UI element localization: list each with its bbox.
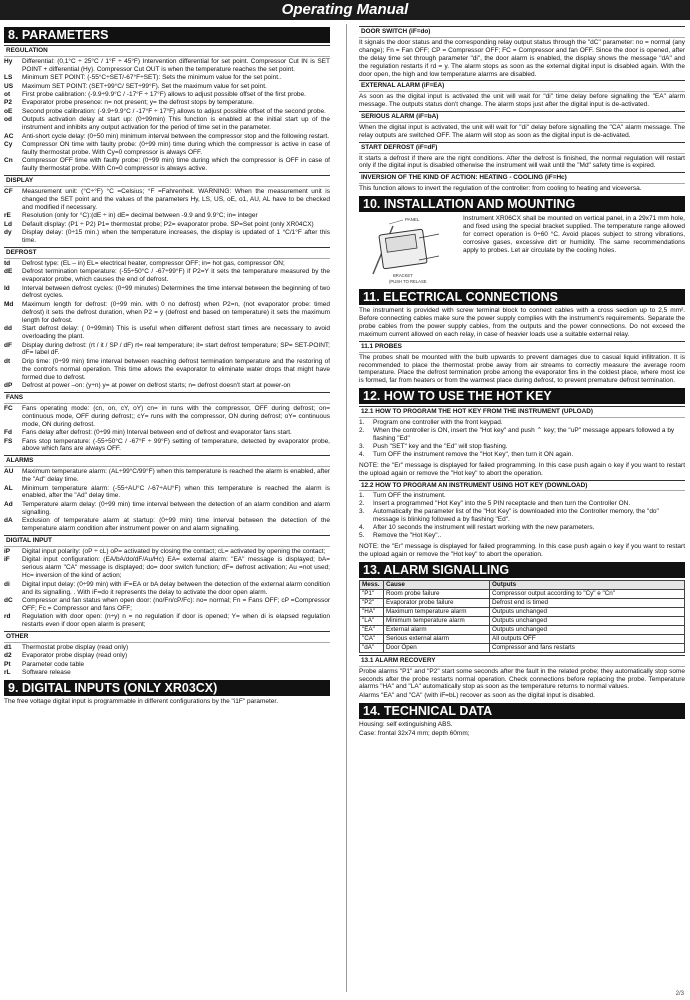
door-switch-text: It signals the door status and the corresponding relay output status through the "dC" parameter: no = normal (any change); Fn = Fan OFF; CP = Compressor OFF; FC = Compressor and fan OFF. Since the door is opened, after the delay time set through parameter "di", the door alarm is enabled, the display shows the message "dA" and the regulation restarts if rd = y. The alarm stops as soon as the external digital input is disabled again. With the door open, the high and low temperature alarms are disabled.: [359, 38, 685, 78]
alarms-list: [4, 468, 330, 533]
parameter-description: Drip time: (0÷99 min) time interval between reaching defrost termination temperature and the restoring of the control's normal operation. This time allows the evaporator to eliminate water drops that might have formed due to defrost.: [22, 357, 330, 381]
table-cell: "EA": [360, 625, 384, 634]
display-list: [4, 188, 330, 245]
parameter-description: Software release: [22, 669, 71, 677]
step-number: 4.: [359, 450, 365, 458]
parameter-description: Default display: (P1 ÷ P2) P1= thermostat probe; P2= evaporator probe. SP=Set point (only XR04CX): [22, 220, 314, 228]
parameter-row: [4, 517, 330, 533]
parameter-description: Defrost type: (EL – in) EL= electrical heater, compressor OFF; in= hot gas, compressor ON;: [22, 259, 285, 267]
parameter-row: [4, 285, 330, 301]
parameter-description: Digital input configuration: (EA/bA/do/dF/Au/Hc) EA= external alarm: "EA" message is displayed; bA= serious alarm "CA" message is displayed; do= door switch function; dF= defrost activation; Au =not used; Hc= inversion of the kind of action;: [22, 556, 330, 580]
parameter-row: [4, 669, 330, 677]
parameter-description: Compressor and fan status when open door: (no/Fn/cP/Fc): no= normal; Fn = Fans OFF; cP =Compressor OFF; Fc = Compressor and fans OFF;: [22, 596, 330, 612]
parameter-description: Minimum temperature alarm: (-55÷AU°C /-67÷AU°F) when this temperature is reached the alarm is enabled, after the "Ad" delay time.: [22, 484, 330, 500]
table-row: [360, 589, 685, 598]
section-technical-data-title: 14. TECHNICAL DATA: [359, 703, 685, 719]
subsection-probes: 11.1 PROBES: [359, 341, 685, 353]
regulation-list: [4, 58, 330, 173]
table-cell: Serious external alarm: [384, 634, 490, 643]
parameter-code: CF: [4, 188, 13, 196]
step-number: 4.: [359, 524, 365, 532]
subsection-door-switch: DOOR SWITCH (iF=do): [359, 26, 685, 38]
parameter-code: td: [4, 259, 11, 267]
parameter-description: Outputs activation delay at start up: (0÷99min) This function is enabled at the initial start up of the instrument and inhibits any output activation for the period of time set in the parameter.: [22, 116, 330, 132]
subsection-alarms: ALARMS: [4, 455, 330, 467]
parameter-row: [4, 83, 330, 91]
parameter-row: [4, 221, 330, 229]
parameter-code: iF: [4, 556, 10, 564]
parameter-code: dy: [4, 229, 12, 237]
parameter-row: [4, 301, 330, 325]
subsection-digital-input: DIGITAL INPUT: [4, 535, 330, 547]
step-item: [359, 419, 685, 427]
upload-steps: [359, 419, 685, 459]
parameter-code: oE: [4, 107, 13, 115]
left-column: [4, 24, 330, 990]
tech-housing: Housing: self extinguishing ABS.: [359, 721, 453, 729]
parameter-description: Compressor ON time with faulty probe: (0÷99 min) time during which the compressor is active in case of faulty thermostat probe. With Cy=0 compressor is always OFF.: [22, 141, 330, 156]
panel-leader: [389, 220, 403, 224]
table-row: [360, 643, 685, 652]
parameter-description: Interval between defrost cycles: (0÷99 minutes) Determines the time interval between the beginning of two defrost cycles.: [22, 284, 330, 300]
subsection-display: DISPLAY: [4, 175, 330, 187]
parameter-description: First probe calibration: (-9.9÷9.9°C / -17°F ÷ 17°F) allows to adjust possible offset of the first probe.: [22, 91, 306, 98]
table-cell: Compressor output according to "Cy" e "Cn": [490, 589, 685, 598]
parameter-code: dP: [4, 382, 13, 390]
parameter-code: od: [4, 116, 12, 124]
start-defrost-text: It starts a defrost if there are the right conditions. After the defrost is finished, the normal regulation will restart only if the digital input is disabled otherwise the instrument will wait until the "Md" safety time is expired.: [359, 154, 685, 170]
parameter-row: [4, 485, 330, 501]
inversion-text: This function allows to invert the regulation of the controller: from cooling to heating and viceversa.: [359, 185, 642, 193]
parameter-description: Exclusion of temperature alarm at startup: (0÷99 min) time interval between the detection of the temperature alarm condition after instrument power on and alarm signalling.: [22, 517, 330, 533]
step-text: Automatically the parameter list of the "Hot Key" is downloaded into the Controller memory, the "do" message is blinking followed a by flashing "Ed".: [373, 508, 659, 524]
parameter-row: [4, 438, 330, 454]
table-cell: "CA": [360, 634, 384, 643]
section-installation-title: 10. INSTALLATION AND MOUNTING: [359, 196, 685, 212]
step-item: [359, 524, 685, 532]
step-number: 2.: [359, 427, 365, 435]
parameter-description: Digital input delay: (0÷99 min) with iF=EA or bA delay between the detection of the external alarm condition and its signalling. . With iF=do it represents the delay to activate the door open alarm.: [22, 580, 330, 596]
parameter-row: [4, 652, 330, 660]
table-cell: "LA": [360, 616, 384, 625]
step-number: 2.: [359, 500, 365, 508]
parameter-row: [4, 157, 330, 173]
parameter-row: [4, 268, 330, 284]
parameter-code: d2: [4, 652, 12, 660]
table-cell: Maximum temperature alarm: [384, 607, 490, 616]
parameter-code: rE: [4, 212, 11, 220]
table-row: [360, 625, 685, 634]
step-text: Insert a programmed "Hot Key" into the 5 PIN receptacle and then turn the Controller ON.: [373, 500, 631, 508]
parameter-row: [4, 501, 330, 517]
subsection-defrost: DEFROST: [4, 247, 330, 259]
parameter-code: rd: [4, 613, 11, 621]
table-cell: "P1": [360, 589, 384, 598]
download-note: NOTE: the "Er" message is displayed for failed programming. In this case push again o key if you want to restart the upload again or remove the "Hot key" to abort the operation.: [359, 542, 685, 558]
parameter-description: Digital input polarity: (oP ÷ cL) oP= activated by closing the contact; cL= activated by opening the contact;: [22, 547, 326, 555]
parameter-description: Defrost termination temperature: (-55÷50°C / -67÷99°F) if P2=Y it sets the temperature measured by the evaporator probe, which causes the end of defrost.: [22, 268, 330, 284]
parameter-code: LS: [4, 74, 13, 82]
parameter-row: [4, 58, 330, 74]
subsection-alarm-recovery: 13.1 ALARM RECOVERY: [359, 655, 685, 667]
parameter-row: [4, 613, 330, 629]
parameter-description: Resolution (only for °C):(dE ÷ in) dE= decimal between -9.9 and 9.9°C; in= integer: [22, 212, 258, 220]
step-text: Turn OFF the instrument remove the "Hot Key", then turn it ON again.: [373, 450, 574, 458]
manual-title: Operating Manual: [281, 1, 409, 18]
table-cell: Evaporator probe failure: [384, 598, 490, 607]
parameter-description: Second probe calibration: (-9.9÷9.9°C / -17°F ÷ 17°F) allows to adjust possible offset of the second probe.: [22, 107, 326, 115]
step-item: [359, 508, 685, 524]
parameter-code: Pt: [4, 660, 11, 668]
parameter-code: AL: [4, 484, 13, 492]
parameter-code: Ld: [4, 220, 12, 228]
parameter-code: FS: [4, 437, 13, 445]
subsection-regulation: REGULATION: [4, 45, 330, 57]
column-divider: [346, 24, 347, 992]
parameter-description: Compressor OFF time with faulty probe: (0÷99 min) time during which the compressor is OFF in case of faulty thermostat probe. With Cn=0 compressor is always active.: [22, 157, 330, 173]
alarm-table-heading: Cause: [384, 580, 490, 589]
page-number: 2/3: [675, 990, 684, 997]
digital-inputs-text: The free voltage digital input is programmable in different configurations by the "i1F" parameter.: [4, 698, 279, 706]
table-row: [360, 616, 685, 625]
digital-input-list: [4, 548, 330, 629]
panel-mounting-diagram: [359, 214, 459, 286]
parameter-row: [4, 556, 330, 580]
external-alarm-text: As soon as the digital input is activated the unit will wait for "di" time delay before signalling the "EA" alarm message. The outputs status don't change. The alarm stops just after the digital input is de-activated.: [359, 93, 685, 109]
table-row: [360, 634, 685, 643]
step-text: After 10 seconds the instrument will restart working with the new parameters.: [373, 524, 595, 532]
section-digital-inputs-title: 9. DIGITAL INPUTS (ONLY XR03CX): [4, 680, 330, 696]
alarm-table-header: [360, 580, 685, 589]
parameter-row: [4, 644, 330, 652]
parameter-code: AU: [4, 468, 14, 476]
manual-title-banner: [0, 0, 690, 20]
table-cell: "HA": [360, 607, 384, 616]
step-number: 3.: [359, 508, 365, 516]
subsection-download: 12.2 HOW TO PROGRAM AN INSTRUMENT USING HOT KEY (DOWNLOAD): [359, 480, 685, 492]
parameter-description: Minimum SET POINT: (-55°C÷SET/-67°F÷SET): Sets the minimum value for the set point..: [22, 74, 282, 82]
parameter-code: Cn: [4, 157, 13, 165]
parameter-description: Maximum length for defrost: (0÷99 min. with 0 no defrost) when P2=n, (not evaporator probe: timed defrost) it sets the defrost duration, when P2 = y (defrost end based on temperature) it sets the maximum length for defrost.: [22, 300, 330, 324]
parameter-row: [4, 133, 330, 141]
table-cell: "P2": [360, 598, 384, 607]
table-cell: External alarm: [384, 625, 490, 634]
parameter-code: rL: [4, 669, 11, 677]
parameter-code: Md: [4, 300, 14, 308]
table-cell: All outputs OFF: [490, 634, 685, 643]
step-number: 3.: [359, 442, 365, 450]
step-item: [359, 427, 685, 443]
parameter-row: [4, 382, 330, 390]
parameter-description: Fans stop temperature: (-55÷50°C / -67°F ÷ 99°F) setting of temperature, detected by evaporator probe, above which fans are always OFF.: [22, 437, 330, 453]
parameter-code: dt: [4, 357, 11, 365]
parameter-row: [4, 342, 330, 358]
parameter-row: [4, 188, 330, 212]
parameter-description: Differential: (0,1°C ÷ 25°C / 1°F ÷ 45°F) Intervention differential for set point. Compressor Cut IN is SET POINT + differential (Hy). Compressor Cut OUT is when the temperature reaches the set point.: [22, 57, 330, 73]
table-cell: Door Open: [384, 643, 490, 652]
parameter-code: FC: [4, 404, 13, 412]
parameter-code: d1: [4, 643, 12, 651]
parameter-row: [4, 229, 330, 245]
parameter-code: dF: [4, 341, 12, 349]
step-item: [359, 500, 685, 508]
parameter-code: dE: [4, 268, 13, 276]
parameter-description: Defrost at power –on: (y÷n) y= at power on defrost starts; n= defrost doesn't start at power-on: [22, 382, 291, 390]
parameter-description: Fans operating mode: (cn, on, cY, oY) cn= in runs with the compressor, OFF during defrost; on= continuous mode, OFF during defrost;; cY= runs with the compressor, ON during defrost; oY= continuous mode, ON during defrost.: [22, 404, 330, 428]
step-text: Program one controller with the front keypad.: [373, 419, 503, 427]
parameter-row: [4, 74, 330, 82]
table-row: [360, 607, 685, 616]
parameter-row: [4, 597, 330, 613]
step-number: 5.: [359, 532, 365, 539]
fans-list: [4, 405, 330, 454]
installation-block: [359, 214, 685, 286]
alarm-table: [359, 580, 685, 653]
subsection-serious-alarm: SERIOUS ALARM (iF=bA): [359, 111, 685, 123]
other-list: [4, 644, 330, 677]
parameter-row: [4, 661, 330, 669]
table-cell: Minimum temperature alarm: [384, 616, 490, 625]
parameter-description: Fans delay after defrost: (0÷99 min) Interval between end of defrost and evaporator fans start.: [22, 429, 292, 437]
parameter-code: dC: [4, 596, 13, 604]
subsection-other: OTHER: [4, 631, 330, 643]
subsection-external-alarm: EXTERNAL ALARM (iF=EA): [359, 80, 685, 92]
parameter-description: Temperature alarm delay: (0÷99 min) time interval between the detection of an alarm condition and alarm signalling.: [22, 500, 330, 516]
parameter-code: AC: [4, 132, 14, 140]
probes-text: The probes shall be mounted with the bulb upwards to prevent damages due to casual liquid infiltration. It is recommended to place the thermostat probe away from air streams to correctly measure the average room temperature. Place the defrost termination probe among the evaporator fins in the coldest place, where most ice is formed, far from heaters or from the warmest place during defrost, to prevent premature defrost termination.: [359, 353, 685, 385]
parameter-description: Anti-short cycle delay: (0÷50 min) minimum interval between the compressor stop and the following restart.: [22, 132, 330, 140]
step-text: Remove the "Hot Key"..: [373, 532, 442, 539]
step-item: [359, 492, 685, 500]
step-number: 1.: [359, 419, 365, 427]
parameter-description: Parameter code table: [22, 660, 85, 668]
step-item: [359, 532, 685, 540]
parameter-row: [4, 99, 330, 107]
section-hot-key-title: 12. HOW TO USE THE HOT KEY: [359, 388, 685, 404]
parameter-row: [4, 358, 330, 382]
alarm-recovery-text: Probe alarms "P1" and "P2" start some seconds after the fault in the related probe; they automatically stop some seconds after the probe restarts normal operation. Check connections before replacing the probe. Temperature alarms "HA" and "LA" automatically stop as soon as the temperature returns to normal values.: [359, 667, 685, 691]
parameter-description: Thermostat probe display (read only): [22, 643, 129, 651]
parameter-description: Maximum SET POINT: (SET÷99°C/ SET÷99°F). Set the maximum value for set point.: [22, 82, 267, 90]
installation-text: Instrument XR06CX shall be mounted on vertical panel, in a 29x71 mm hole, and fixed using the special bracket supplied. The temperature range allowed for correct operation is 0÷60 °C. Avoid places subject to strong vibrations, corrosive gases, excessive dirt or humidity. The same recommendations apply to probes. Let air circulate by the cooling holes.: [463, 215, 685, 254]
parameter-row: [4, 548, 330, 556]
bracket-label: BRACKET: [393, 273, 413, 279]
subsection-inversion: INVERSION OF THE KIND OF ACTION: HEATING - COOLING (iF=Hc): [359, 172, 685, 184]
parameter-row: [4, 405, 330, 429]
parameter-code: dd: [4, 325, 12, 333]
parameter-description: Maximum temperature alarm: (AL÷99°C/99°F) when this temperature is reached the alarm is enabled, after the "Ad" delay time.: [22, 468, 330, 484]
parameter-code: US: [4, 82, 14, 90]
panel-label: PANEL: [405, 217, 420, 223]
step-number: 1.: [359, 492, 365, 500]
parameter-row: [4, 91, 330, 99]
parameter-description: Evaporator probe presence: n= not present; y= the defrost stops by temperature.: [22, 99, 254, 107]
right-column: [359, 24, 685, 990]
parameter-row: [4, 116, 330, 132]
table-cell: Compressor and fans restarts: [490, 643, 685, 652]
subsection-upload: 12.1 HOW TO PROGRAM THE HOT KEY FROM THE INSTRUMENT (UPLOAD): [359, 406, 685, 418]
upload-note: NOTE: the "Er" message is displayed for failed programming. In this case push again o key if you want to restart the upload again or remove the "Hot key" to abort the operation.: [359, 461, 685, 477]
parameter-code: Ad: [4, 500, 13, 508]
parameter-row: [4, 260, 330, 268]
parameter-description: Measurement unit: (°C÷°F) °C =Celsius; °F =Fahrenheit. WARNING: When the measurement unit is changed the SET point and the values of the parameters Hy, LS, US, oE, o1, AU, AL have to be checked and modified if necessary.: [22, 188, 330, 211]
parameter-code: iP: [4, 547, 11, 555]
parameter-row: [4, 325, 330, 341]
section-electrical-title: 11. ELECTRICAL CONNECTIONS: [359, 289, 685, 305]
alarm-recovery-text-2: Alarms "EA" and "CA" (with iF=bL) recover as soon as the digital input is disabled.: [359, 692, 595, 700]
serious-alarm-text: When the digital input is activated, the unit will wait for "di" delay before signalling the "CA" alarm message. The relay outputs are switched OFF. The alarm will stop as soon as the digital input is de-activated.: [359, 123, 685, 139]
table-cell: Room probe failure: [384, 589, 490, 598]
parameter-description: Regulation with door open: (n÷y) n = no regulation if door is opened; Y= when di is elapsed regulation restarts even if door open alarm is present;: [22, 613, 330, 629]
table-cell: Outputs unchanged: [490, 616, 685, 625]
parameter-code: Fd: [4, 429, 12, 437]
defrost-list: [4, 260, 330, 390]
parameter-code: ot: [4, 91, 11, 98]
step-text: Push "SET" key and the "Ed" will stop flashing.: [373, 442, 508, 450]
download-steps: [359, 492, 685, 540]
subsection-start-defrost: START DEFROST (iF=dF): [359, 142, 685, 154]
table-row: [360, 598, 685, 607]
table-cell: "dA": [360, 643, 384, 652]
parameter-code: di: [4, 580, 10, 588]
alarm-table-body: [360, 589, 685, 652]
parameter-description: Display delay: (0÷15 min.) when the temperature increases, the display is updated of 1 °C/1°F after this time.: [22, 229, 330, 245]
table-cell: Outputs unchanged: [490, 607, 685, 616]
parameter-row: [4, 581, 330, 597]
parameter-code: Hy: [4, 57, 13, 65]
parameter-row: [4, 108, 330, 116]
table-cell: Defrost end is timed: [490, 598, 685, 607]
parameter-row: [4, 468, 330, 484]
step-text: When the controller is ON, insert the "Hot key" and push ⌃ key; the "uP" message appears followed a by flashing "Ed": [373, 427, 675, 442]
subsection-fans: FANS: [4, 392, 330, 404]
parameter-code: Cy: [4, 141, 13, 149]
step-item: [359, 443, 685, 451]
step-text: Turn OFF the instrument.: [373, 492, 446, 500]
alarm-table-heading: Outputs: [490, 580, 685, 589]
electrical-text: The instrument is provided with screw terminal block to connect cables with a cross section up to 2,5 mm². Before connecting cables make sure the power supply complies with the instrument's requirements. Separate the probe cables from the power supply cables, from the outputs and the power connections. Do not exceed the maximum current allowed on each relay, in case of heavier loads use a suitable external relay.: [359, 307, 685, 338]
parameter-row: [4, 212, 330, 220]
section-alarm-signalling-title: 13. ALARM SIGNALLING: [359, 562, 685, 578]
step-item: [359, 451, 685, 459]
table-cell: Outputs unchanged: [490, 625, 685, 634]
parameter-code: Id: [4, 284, 10, 292]
parameter-row: [4, 429, 330, 437]
bracket-push-label: (PUSH TO RELASE: [389, 279, 427, 285]
parameter-description: Start defrost delay: ( 0÷99min) This is useful when different defrost start times are necessary to avoid overloading the plant.: [22, 325, 330, 341]
alarm-table-heading: Mess.: [360, 580, 384, 589]
parameter-description: Evaporator probe display (read only): [22, 652, 128, 660]
parameter-description: Display during defrost: (rt / it / SP / dF) rt= real temperature; it= start defrost temperature; SP= SET-POINT; dF= label dF.: [22, 341, 330, 357]
parameter-row: [4, 141, 330, 157]
section-parameters-title: 8. PARAMETERS: [4, 27, 330, 43]
parameter-code: P2: [4, 99, 12, 107]
parameter-code: dA: [4, 517, 13, 525]
tech-case: Case: frontal 32x74 mm; depth 60mm;: [359, 730, 470, 738]
